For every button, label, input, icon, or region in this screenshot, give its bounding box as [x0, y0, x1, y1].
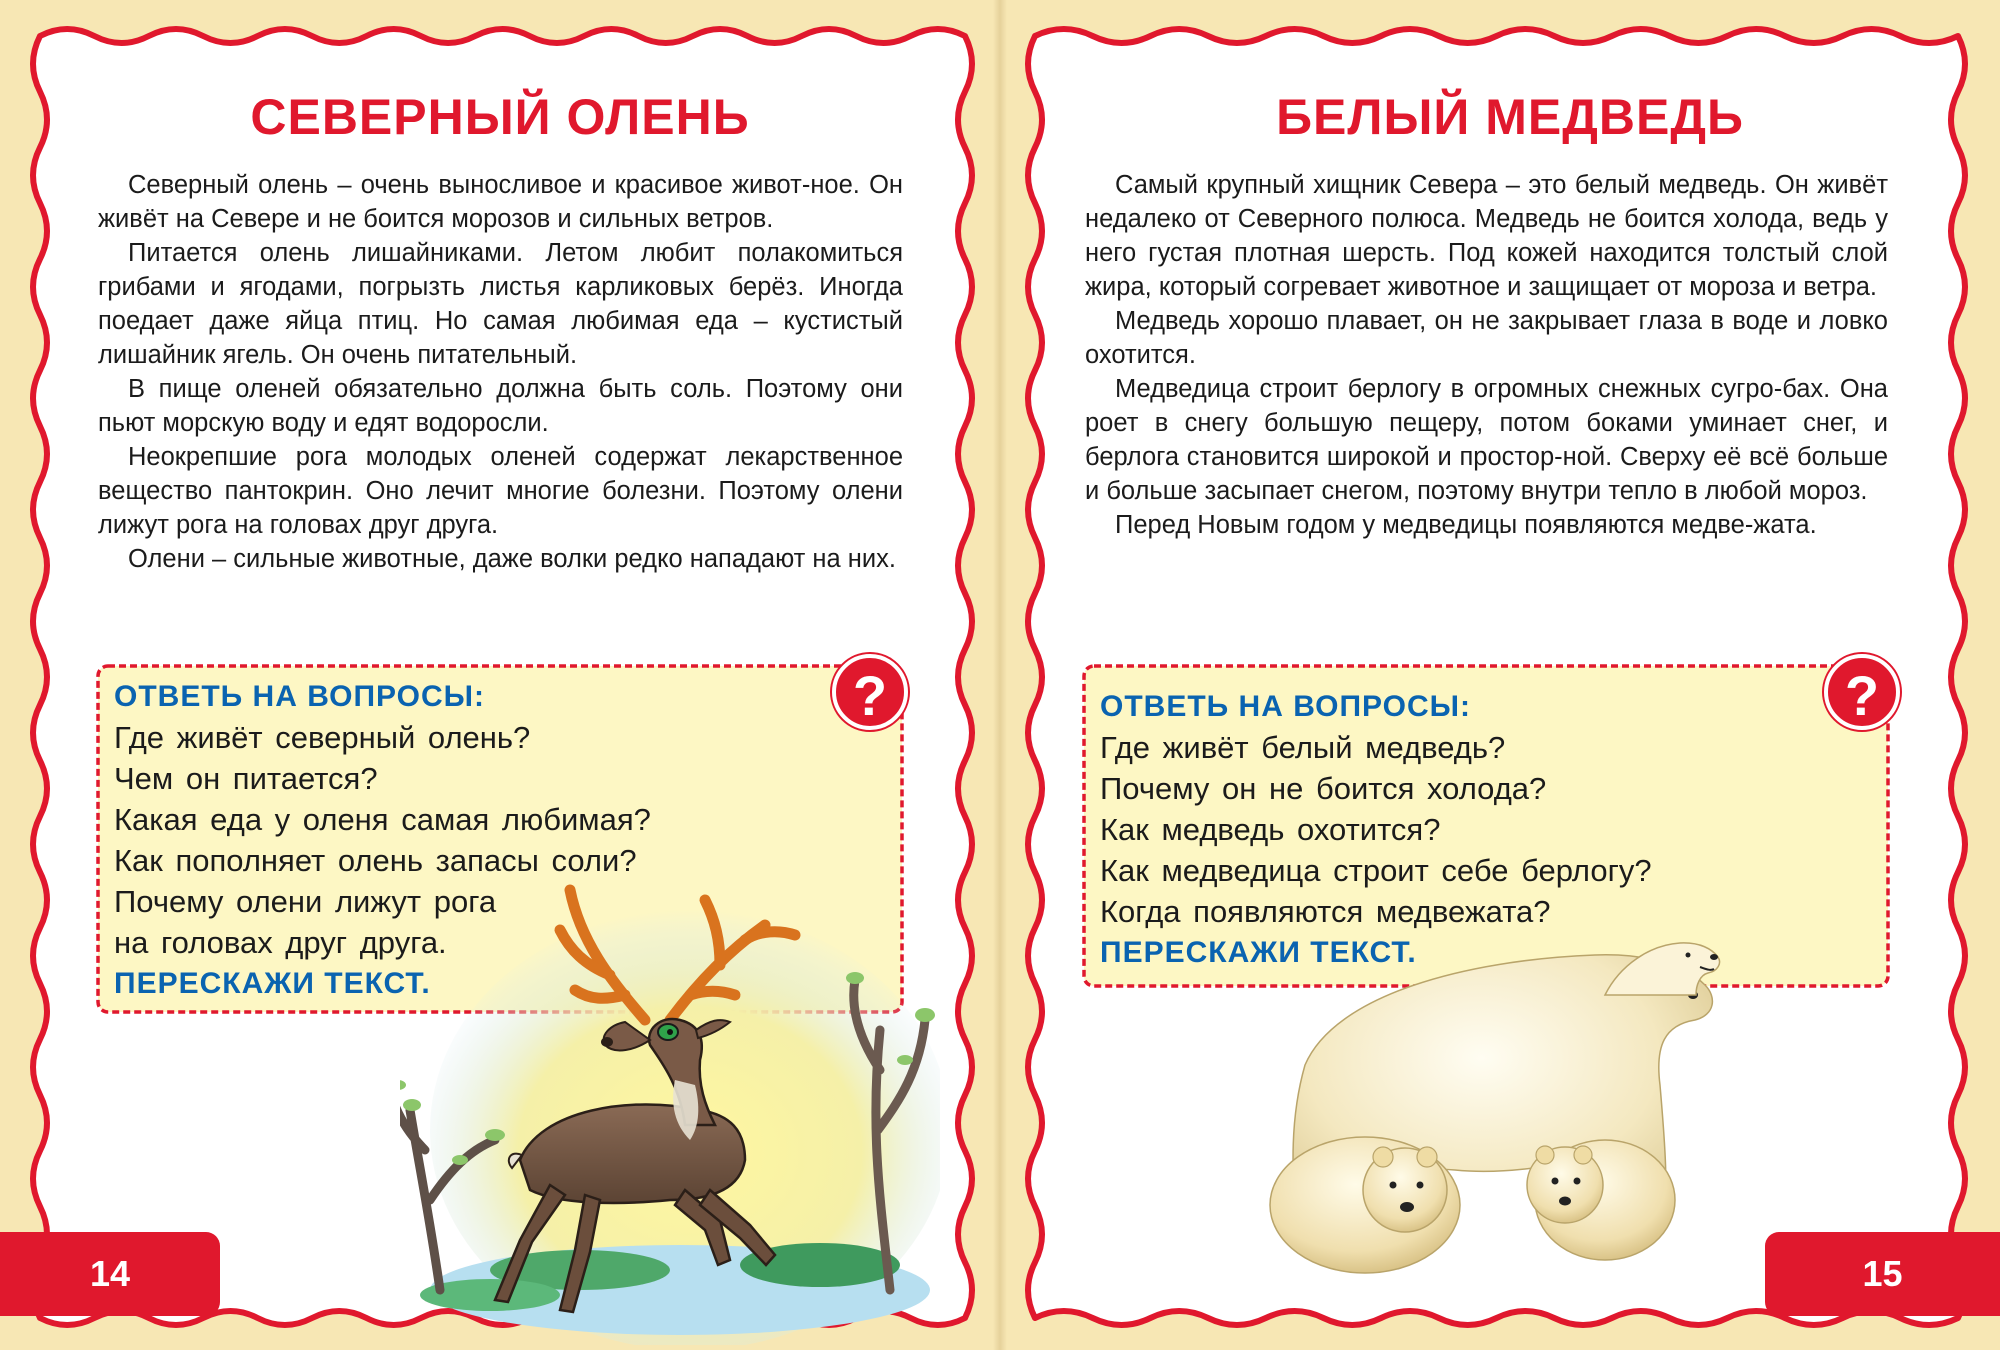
left-page-number: 14 [0, 1232, 220, 1316]
right-question: Когда появляются медвежата? [1100, 894, 1551, 929]
right-paragraph: Самый крупный хищник Севера – это белый медведь. Он живёт недалеко от Северного полюса. Медведь не боится холода, ведь у него густая плотная шерсть. Под кожей находится толстый слой жира, который согревает животное и защищает от мороза и ветра. [1085, 171, 1888, 301]
left-page-title: СЕВЕРНЫЙ ОЛЕНЬ [250, 89, 750, 145]
right-question: Где живёт белый медведь? [1100, 730, 1506, 765]
right-question-mark-icon: ? [1824, 654, 1900, 730]
left-questions-heading: ОТВЕТЬ НА ВОПРОСЫ: [114, 680, 486, 713]
right-questions-heading: ОТВЕТЬ НА ВОПРОСЫ: [1100, 690, 1472, 723]
left-question: Какая еда у оленя самая любимая? [114, 802, 651, 837]
left-question: Где живёт северный олень? [114, 720, 531, 755]
left-page-body [98, 168, 903, 576]
left-question: Почему олени лижут рога [114, 884, 497, 919]
polar-bear-head-icon [1600, 935, 1730, 1025]
left-paragraph: В пище оленей обязательно должна быть соль. Поэтому они пьют морскую воду и едят водоросли. [98, 375, 903, 437]
right-questions [1100, 686, 1860, 973]
left-paragraph: Северный олень – очень выносливое и красивое живот-ное. Он живёт на Севере и не боится морозов и сильных ветров. [98, 171, 903, 233]
right-question: Как медведь охотится? [1100, 812, 1441, 847]
left-question: Как пополняет олень запасы соли? [114, 843, 637, 878]
right-page-number: 15 [1765, 1232, 2000, 1316]
right-retell-instruction: ПЕРЕСКАЖИ ТЕКСТ. [1100, 936, 1417, 969]
left-paragraph: Неокрепшие рога молодых оленей содержат лекарственное вещество пантокрин. Оно лечит многие болезни. Поэтому олени лижут рога на головах друг друга. [98, 443, 903, 539]
right-paragraph: Перед Новым годом у медведицы появляются медве-жата. [1115, 511, 1817, 539]
left-retell-instruction: ПЕРЕСКАЖИ ТЕКСТ. [114, 967, 431, 1000]
right-question: Почему он не боится холода? [1100, 771, 1547, 806]
book-spine [993, 0, 1007, 1350]
left-questions [114, 676, 874, 1004]
left-question-mark-icon: ? [832, 654, 908, 730]
right-page-body [1085, 168, 1888, 542]
left-paragraph: Олени – сильные животные, даже волки редко нападают на них. [128, 545, 896, 573]
left-question: Чем он питается? [114, 761, 378, 796]
right-page-title: БЕЛЫЙ МЕДВЕДЬ [1276, 89, 1744, 145]
right-question: Как медведица строит себе берлогу? [1100, 853, 1652, 888]
left-paragraph: Питается олень лишайниками. Летом любит полакомиться грибами и ягодами, погрызть листья карликовых берёз. Иногда поедает даже яйца птиц. Но самая любимая еда – кустистый лишайник ягель. Он очень питательный. [98, 239, 903, 369]
right-paragraph: Медведица строит берлогу в огромных снежных сугро-бах. Она роет в снегу большую пещеру, потом боками уминает снег, и берлога становится широкой и простор-ной. Сверху её всё больше и больше засыпает снегом, поэтому внутри тепло в любой мороз. [1085, 375, 1888, 505]
right-paragraph: Медведь хорошо плавает, он не закрывает глаза в воде и ловко охотится. [1085, 307, 1888, 369]
left-question: на головах друг друга. [114, 925, 447, 960]
